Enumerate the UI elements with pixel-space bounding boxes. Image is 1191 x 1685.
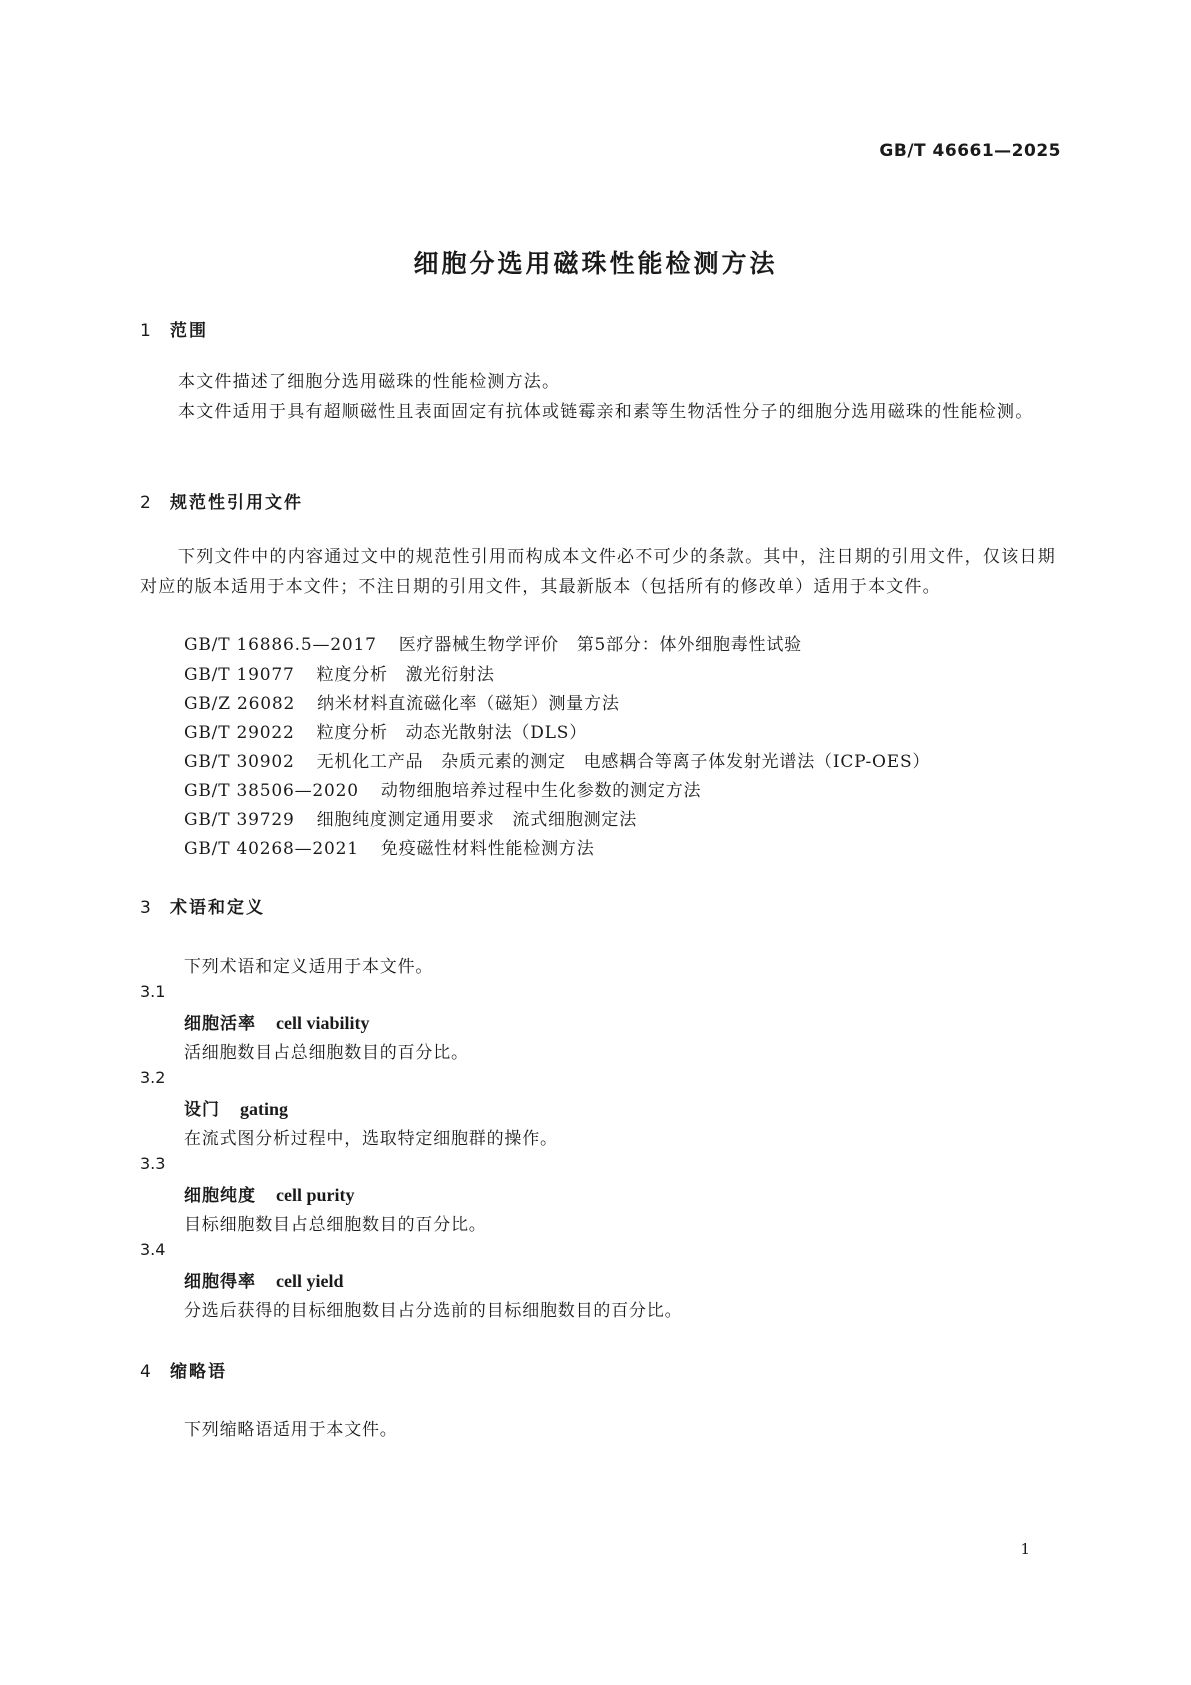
section-number: 3 xyxy=(140,898,153,918)
section-number: 2 xyxy=(140,493,153,513)
reference-item xyxy=(184,660,495,685)
term-definition: 分选后获得的目标细胞数目占分选前的目标细胞数目的百分比。 xyxy=(184,1301,683,1321)
term-number: 3.2 xyxy=(140,1068,166,1087)
term-name xyxy=(184,1267,343,1292)
scope-paragraph-1: 本文件描述了细胞分选用磁珠的性能检测方法。 xyxy=(178,372,561,392)
section-1-heading xyxy=(140,316,208,341)
section-number: 1 xyxy=(140,321,153,341)
reference-code: GB/Z 26082 xyxy=(184,694,296,714)
page-number: 1 xyxy=(1020,1540,1030,1558)
section-title: 规范性引用文件 xyxy=(170,493,303,513)
reference-code: GB/T 40268—2021 xyxy=(184,839,359,859)
reference-title: 免疫磁性材料性能检测方法 xyxy=(380,839,595,859)
term-definition: 目标细胞数目占总细胞数目的百分比。 xyxy=(184,1215,487,1235)
term-en: cell viability xyxy=(276,1013,370,1033)
term-name xyxy=(184,1181,355,1206)
term-number: 3.1 xyxy=(140,982,166,1001)
term-name xyxy=(184,1009,370,1034)
reference-title: 医疗器械生物学评价 第5部分：体外细胞毒性试验 xyxy=(398,635,802,655)
reference-item xyxy=(184,834,595,859)
terms-intro: 下列术语和定义适用于本文件。 xyxy=(184,957,434,977)
reference-title: 细胞纯度测定通用要求 流式细胞测定法 xyxy=(316,810,638,830)
term-zh: 设门 xyxy=(184,1100,220,1120)
scope-paragraph-2: 本文件适用于具有超顺磁性且表面固定有抗体或链霉亲和素等生物活性分子的细胞分选用磁珠的性能检测。 xyxy=(178,402,1034,422)
reference-code: GB/T 38506—2020 xyxy=(184,781,359,801)
reference-item xyxy=(184,689,620,714)
reference-code: GB/T 39729 xyxy=(184,810,295,830)
reference-code: GB/T 16886.5—2017 xyxy=(184,635,377,655)
section-title: 术语和定义 xyxy=(170,898,265,918)
reference-title: 纳米材料直流磁化率（磁矩）测量方法 xyxy=(317,694,620,714)
term-definition: 活细胞数目占总细胞数目的百分比。 xyxy=(184,1043,469,1063)
section-title: 范围 xyxy=(170,321,208,341)
reference-item xyxy=(184,630,802,655)
reference-title: 粒度分析 动态光散射法（DLS） xyxy=(316,723,587,743)
standard-code: GB/T 46661—2025 xyxy=(879,141,1061,161)
term-name xyxy=(184,1095,288,1120)
term-zh: 细胞纯度 xyxy=(184,1186,256,1206)
term-number: 3.3 xyxy=(140,1154,166,1173)
reference-item xyxy=(184,776,701,801)
reference-code: GB/T 19077 xyxy=(184,665,295,685)
reference-title: 粒度分析 激光衍射法 xyxy=(316,665,495,685)
term-en: cell yield xyxy=(276,1271,344,1291)
abbr-intro: 下列缩略语适用于本文件。 xyxy=(184,1420,398,1440)
reference-item xyxy=(184,805,637,830)
section-number: 4 xyxy=(140,1362,153,1382)
section-4-heading xyxy=(140,1357,227,1382)
document-title: 细胞分选用磁珠性能检测方法 xyxy=(413,249,778,278)
section-title: 缩略语 xyxy=(170,1362,227,1382)
reference-code: GB/T 29022 xyxy=(184,723,295,743)
term-en: gating xyxy=(240,1099,289,1119)
reference-code: GB/T 30902 xyxy=(184,752,295,772)
term-definition: 在流式图分析过程中，选取特定细胞群的操作。 xyxy=(184,1129,558,1149)
reference-item xyxy=(184,718,587,743)
normative-intro: 下列文件中的内容通过文中的规范性引用而构成本文件必不可少的条款。其中，注日期的引用文件，仅该日期对应的版本适用于本文件；不注日期的引用文件，其最新版本（包括所有的修改单）适用于本文件。 xyxy=(140,547,1056,597)
section-2-heading xyxy=(140,488,303,513)
term-number: 3.4 xyxy=(140,1240,166,1259)
term-en: cell purity xyxy=(276,1185,355,1205)
reference-title: 动物细胞培养过程中生化参数的测定方法 xyxy=(380,781,702,801)
term-zh: 细胞得率 xyxy=(184,1272,256,1292)
reference-item xyxy=(184,747,930,772)
section-3-heading xyxy=(140,893,265,918)
reference-title: 无机化工产品 杂质元素的测定 电感耦合等离子体发射光谱法（ICP-OES） xyxy=(316,752,931,772)
term-zh: 细胞活率 xyxy=(184,1014,256,1034)
